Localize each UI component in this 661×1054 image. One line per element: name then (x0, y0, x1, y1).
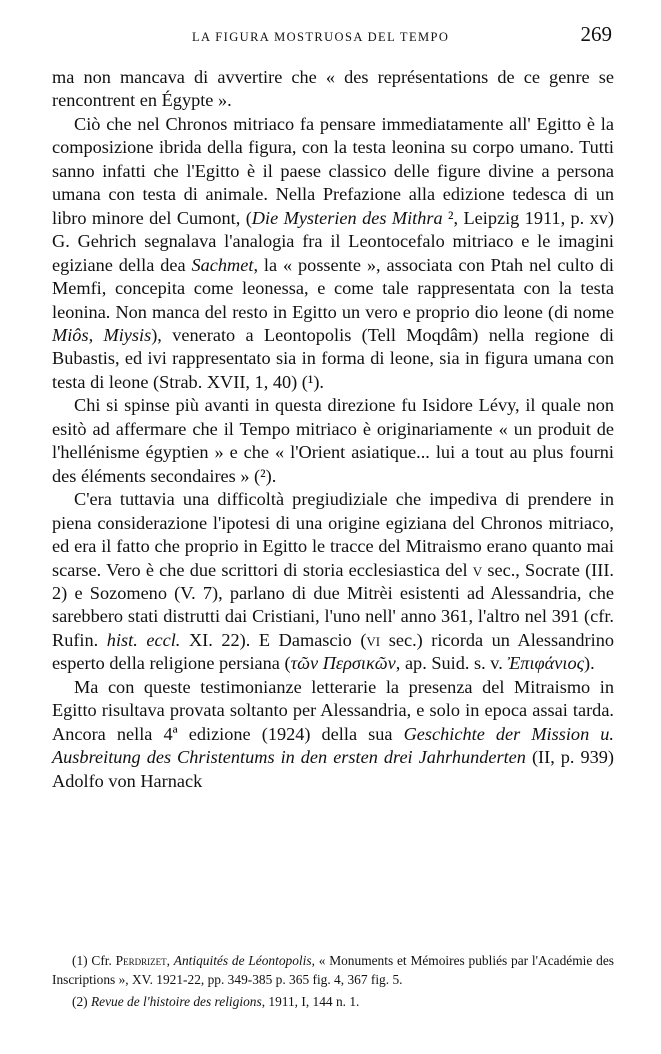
footnote-2 (52, 992, 614, 1011)
footnote-1-text-c: , « Monuments et Mémoires publiés par l'Académie des Inscriptions », XV. 1921-22, pp. 349-385 p. 365 fig. 4, 367 fig. 5. (52, 953, 614, 987)
paragraph-2 (52, 113, 614, 394)
running-head: LA FIGURA MOSTRUOSA DEL TEMPO (192, 30, 450, 44)
footnote-1-author: Perdrizet (115, 953, 167, 968)
greek-name-epiphanios: Ἐπιφάνιος (507, 653, 585, 674)
footnote-2-text-a: (2) (72, 994, 91, 1009)
deity-name-sachmet: Sachmet (191, 254, 254, 275)
century-v: v (472, 559, 483, 580)
footnote-1 (52, 951, 614, 989)
paragraph-4 (52, 488, 614, 676)
paragraph-4-text-b: sec., Socrate (III. 2) e Sozomeno (V. 7), parlano di due Mitrèi esistenti ad Alessandria, che sarebbero stati distrutti dai Cristiani, l'uno nell' anno 361, l'altro nel 391 (cfr. Rufin. (52, 559, 615, 650)
page (52, 18, 614, 793)
century-vi: vi (366, 629, 381, 650)
footnote-2-text-b: , 1911, I, 144 n. 1. (261, 994, 360, 1009)
book-title-mysterien: Die Mysterien des Mithra (251, 207, 443, 228)
paragraph-3 (52, 394, 614, 488)
paragraph-1-text: ma non mancava di avvertire che « des représentations de ce genre se rencontrent en Égypte ». (52, 67, 614, 111)
footnote-1-text-b: , (166, 953, 174, 968)
paragraph-4-text-a: C'era tuttavia una difficoltà pregiudiziale che impediva di prendere in piena considerazione l'ipotesi di una origine egiziana del Chronos mitriaco, ed era il fatto che proprio in Egitto le tracce del Mitraismo erano quanto mai scarse. Vero è che due scrittori di storia ecclesiastica del (52, 489, 614, 580)
page-header (52, 18, 614, 50)
paragraph-4-text-e: , ap. Suid. s. v. (395, 653, 508, 674)
paragraph-5 (52, 676, 614, 793)
footnote-2-title: Revue de l'histoire des religions (90, 994, 262, 1009)
paragraph-1 (52, 66, 614, 113)
paragraph-2-text-d: ), venerato a Leontopolis (Tell Moqdâm) nella regione di Bubastis, ed ivi rappresentato sia in forma di leone, sia in figura umana con testa di leone (Strab. XVII, 1, 40) (¹). (52, 324, 614, 392)
paragraph-2-text-c: , la « possente », associata con Ptah nel culto di Memfi, concepita come leonessa, e come tale rappresentata con la testa leonina. Non manca del resto in Egitto un vero e proprio dio leone (di nome (52, 254, 614, 322)
greek-phrase-persikon: τῶν Περσικῶν (290, 653, 396, 674)
footnotes (52, 951, 614, 1011)
paragraph-4-text-c: XI. 22). E Damascio ( (180, 629, 367, 650)
paragraph-4-text-d: sec.) ricorda un Alessandrino esperto della religione persiana ( (52, 629, 614, 674)
page-number: 269 (580, 22, 612, 46)
body-text (52, 66, 614, 793)
paragraph-5-text-a: Ma con queste testimonianze letterarie la presenza del Mitraismo in Egitto risultava provata soltanto per Alessandria, e solo in epoca assai tarda. Ancora nella 4ª edizione (1924) della sua (52, 676, 614, 744)
footnote-1-title: Antiquités de Léontopolis (173, 953, 312, 968)
paragraph-2-text-b: ², Leipzig 1911, p. xv) G. Gehrich segnalava l'analogia fra il Leontocefalo mitriaco e le imagini egiziane della dea (52, 207, 615, 275)
paragraph-3-text: Chi si spinse più avanti in questa direzione fu Isidore Lévy, il quale non esitò ad affermare che il Tempo mitriaco è originariamente « un produit de l'hellénisme égyptien » e che « l'Orient asiatique... lui a tout au plus fourni des éléments secondaires » (²). (52, 395, 614, 486)
paragraph-5-text-b: (II, p. 939) Adolfo von Harnack (52, 747, 615, 791)
book-title-geschichte-der-mission: Geschichte der Mission u. Ausbreitung des Christentums in den ersten drei Jahrhunderten (52, 723, 615, 768)
paragraph-4-text-f: ). (584, 653, 595, 674)
deity-names-mios-miysis: Miôs, Miysis (52, 324, 152, 345)
paragraph-2-text-a: Ciò che nel Chronos mitriaco fa pensare immediatamente all' Egitto è la composizione ibrida della figura, con la testa leonina su corpo umano. Tutti sanno infatti che l'Egitto è il paese classico delle figure divine a persona umana con testa di animale. Nella Prefazione alla edizione tedesca di un libro minore del Cumont, ( (52, 113, 614, 228)
work-title-hist-eccl: hist. eccl. (106, 629, 181, 650)
footnote-1-text-a: (1) Cfr. (72, 953, 116, 968)
